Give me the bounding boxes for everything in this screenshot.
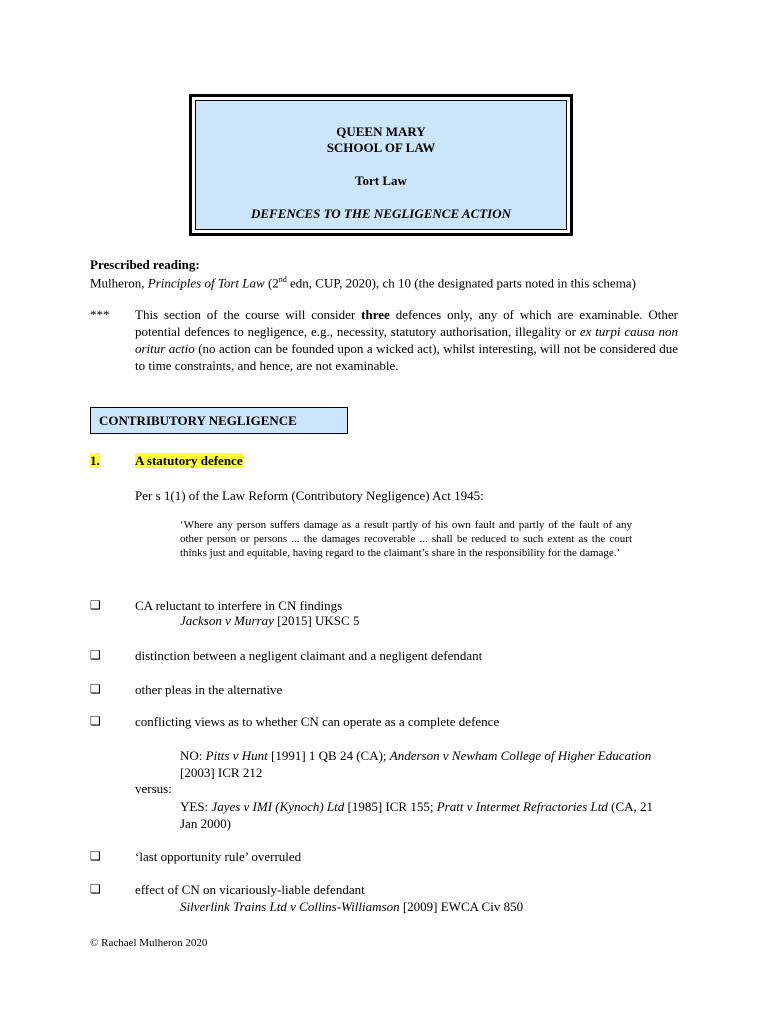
bullet-text-distinction: distinction between a negligent claimant and a negligent defendant [135,648,483,663]
bullet-text-complete-defence: conflicting views as to whether CN can operate as a complete defence [135,714,500,729]
bullet-text-vicarious: effect of CN on vicariously-liable defendant [135,882,365,897]
no-authorities [180,747,651,764]
note-latin-maxim: ex turpi causa non oritur actio [135,324,678,356]
reading-edition-post: edn, CUP, 2020), ch 10 (the designated parts noted in this schema) [286,275,636,291]
copyright-footer: © Rachael Mulheron 2020 [90,937,208,949]
case-cite: [2003] ICR 212 [180,765,263,780]
institution-name: QUEEN MARY [336,124,426,139]
checkbox-bullet-icon: ❑ [90,882,101,896]
checkbox-bullet-icon: ❑ [90,714,101,728]
note-text-a: This section of the course will consider [135,307,362,322]
checkbox-bullet-icon: ❑ [90,682,101,696]
point-number [90,452,100,469]
note-text-b: defences only, any of which are examinable. Other potential defences to negligence, e.g., necessity, statutory authorisation, illegality or [135,307,678,339]
case-name: Anderson v Newham College of Higher Education [389,748,652,763]
checkbox-bullet-icon: ❑ [90,849,101,863]
case-citation [180,898,523,915]
bullet-text-alternative-pleas: other pleas in the alternative [135,682,283,697]
section-title-box: CONTRIBUTORY NEGLIGENCE [90,407,348,434]
case-name: Jackson v Murray [180,613,274,628]
checkbox-bullet-icon: ❑ [90,598,101,612]
statute-intro: Per s 1(1) of the Law Reform (Contributory Negligence) Act 1945: [135,488,484,503]
bullet-text-last-opportunity: ‘last opportunity rule’ overruled [135,849,302,864]
reading-reference [90,271,636,291]
point-title [135,452,243,469]
bullet-text-reluctance: CA reluctant to interfere in CN findings [135,598,343,613]
note-paragraph [135,306,678,374]
case-name: Silverlink Trains Ltd v Collins-Williamson [180,899,400,914]
case-cite: (CA, 21 [607,799,653,814]
point-title-text: A statutory defence [135,453,243,468]
case-name: Jayes v IMI (Kynoch) Ltd [211,799,345,814]
topic-title: DEFENCES TO THE NEGLIGENCE ACTION [250,206,512,221]
case-cite: Jan 2000) [180,816,231,831]
title-box-inner [195,100,567,230]
case-cite: [1991] 1 QB 24 (CA); [267,748,390,763]
no-label: NO: [180,748,206,763]
case-cite: [2009] EWCA Civ 850 [399,899,524,914]
versus-label: versus: [135,781,172,796]
case-cite: [1985] ICR 155; [344,799,437,814]
reading-author: Mulheron, [90,275,148,291]
reading-heading: Prescribed reading: [90,257,200,272]
note-marker: *** [90,307,110,322]
statute-quote: ‘Where any person suffers damage as a result partly of his own fault and partly of the fault of any other person or persons ... the damages recoverable ... shall be reduced to such extent as the court thinks just and equitable, having regard to the claimant’s share in the responsibility for the damage.’ [180,519,632,559]
checkbox-bullet-icon: ❑ [90,648,101,662]
case-cite: [2015] UKSC 5 [273,613,360,628]
case-name: Pitts v Hunt [205,748,268,763]
yes-authorities [180,798,653,815]
note-text-c: (no action can be founded upon a wicked act), whilst interesting, will not be considered due to time constraints, and hence, are not examinable. [135,341,678,373]
case-name: Pratt v Intermet Refractories Ltd [436,799,608,814]
school-name: SCHOOL OF LAW [326,140,436,155]
note-text-bold: three [361,307,390,322]
course-name: Tort Law [355,173,407,188]
reading-edition-pre: (2 [264,275,279,291]
reading-edition-sup: nd [278,275,287,284]
title-box [189,94,573,236]
reading-book-title: Principles of Tort Law [147,275,265,291]
case-citation [180,612,359,629]
point-number-text: 1. [90,453,100,468]
yes-label: YES: [180,799,212,814]
